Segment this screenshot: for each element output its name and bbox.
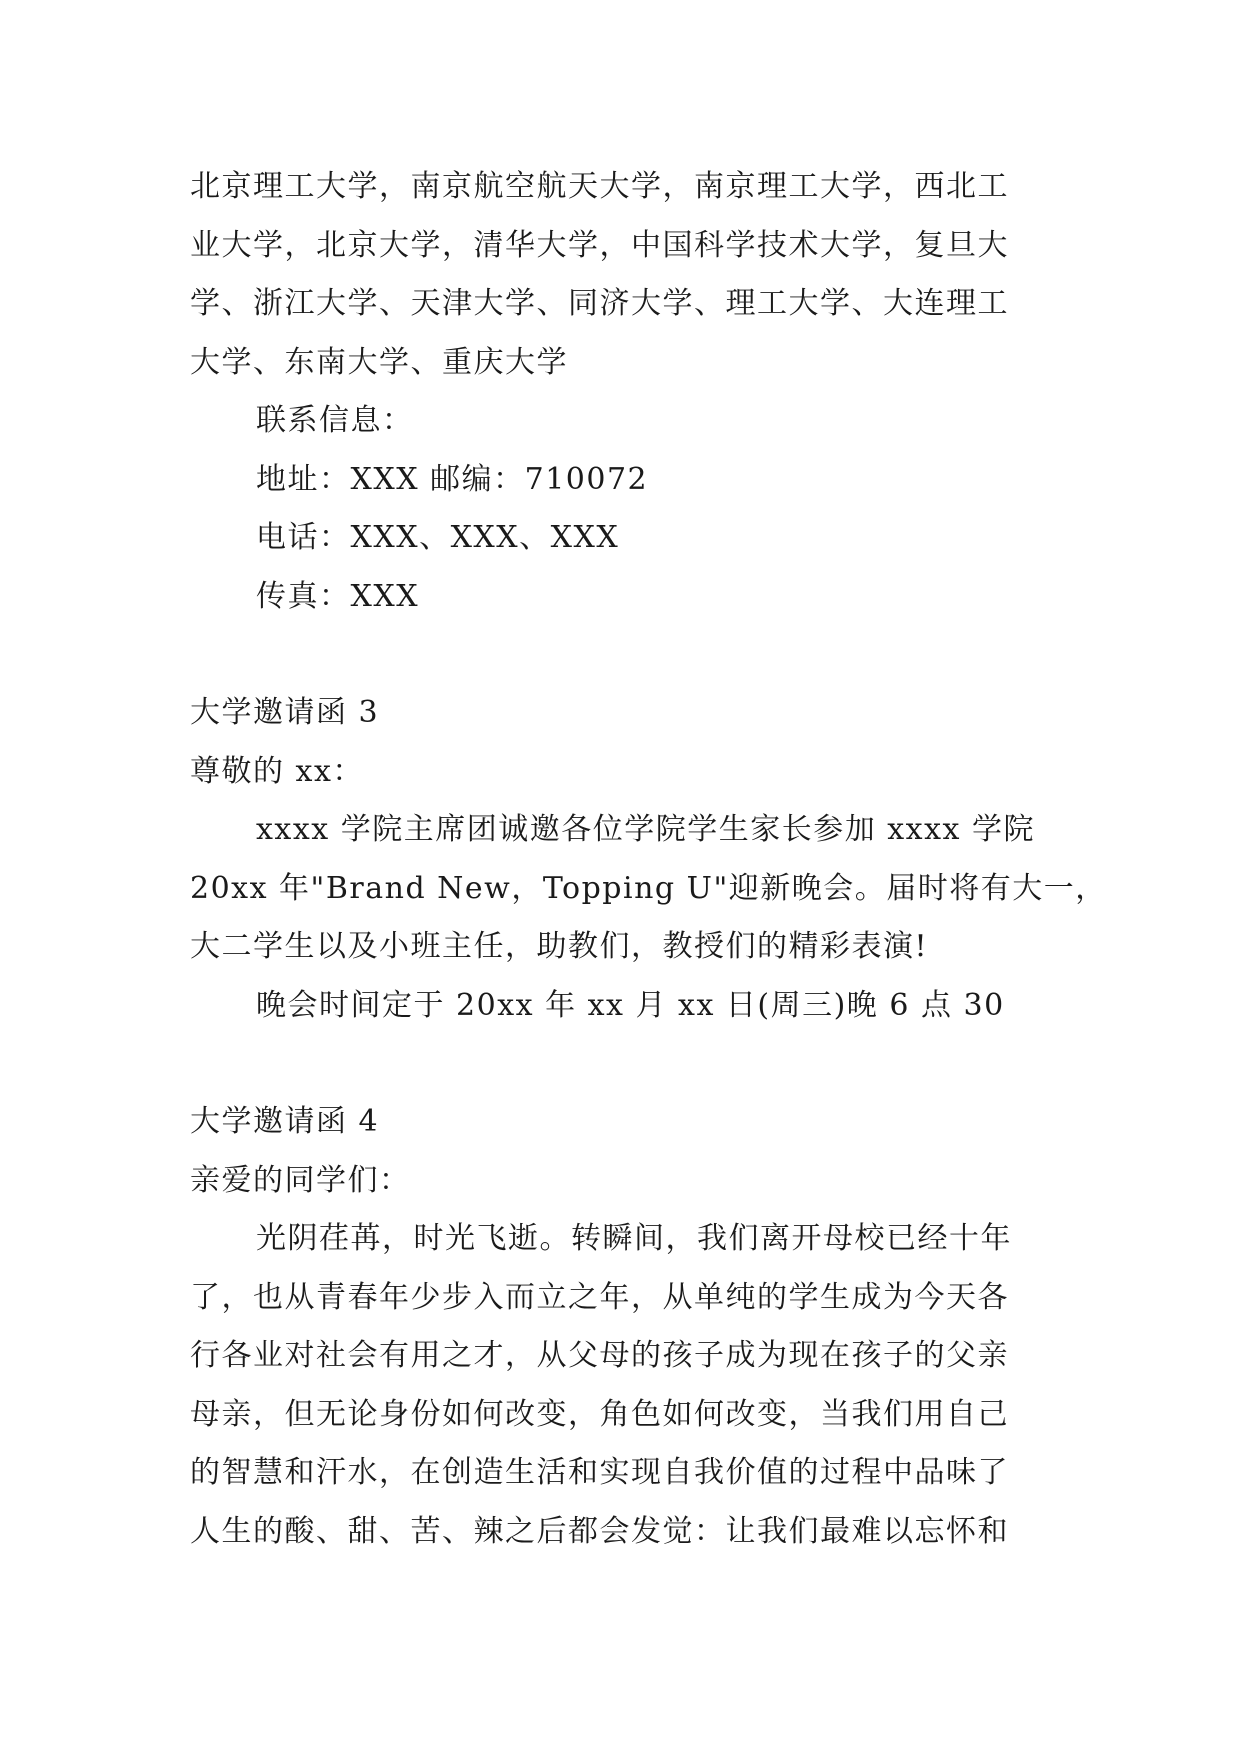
invitation-3-body-line: 20xx 年"Brand New，Topping U"迎新晚会。届时将有大一，: [190, 870, 1107, 906]
document-page: [190, 158, 1107, 1561]
invitation-4-title: 大学邀请函 4: [190, 1104, 380, 1139]
invitation-3-body-line: xxxx 学院主席团诚邀各位学院学生家长参加 xxxx 学院: [256, 812, 1035, 847]
invitation-4-body-line: 了，也从青春年少步入而立之年，从单纯的学生成为今天各: [190, 1279, 1009, 1315]
invitation-4-body-line: 光阴荏苒，时光飞逝。转瞬间，我们离开母校已经十年: [256, 1221, 1012, 1256]
contact-address: 地址：XXX 邮编：710072: [256, 461, 649, 497]
contact-info: [190, 392, 1060, 626]
university-list-line: 北京理工大学，南京航空航天大学，南京理工大学，西北工: [190, 169, 1009, 204]
invitation-3-title: 大学邀请函 3: [190, 695, 380, 730]
section-gap: [190, 626, 1060, 684]
contact-label: 联系信息：: [256, 403, 414, 438]
invitation-4-body-line: 人生的酸、甜、苦、辣之后都会发觉：让我们最难以忘怀和: [190, 1513, 1009, 1549]
invitation-3-time: 晚会时间定于 20xx 年 xx 月 xx 日(周三)晚 6 点 30: [256, 987, 1005, 1023]
invitation-4-greeting: 亲爱的同学们：: [190, 1162, 411, 1198]
university-list-line: 学、浙江大学、天津大学、同济大学、理工大学、大连理工: [190, 286, 1009, 321]
university-list-line: 业大学，北京大学，清华大学，中国科学技术大学，复旦大: [190, 227, 1009, 263]
section-gap: [190, 1035, 1060, 1093]
invitation-4-body-line: 母亲，但无论身份如何改变，角色如何改变，当我们用自己: [190, 1396, 1009, 1432]
university-list-line: 大学、东南大学、重庆大学: [190, 344, 568, 380]
university-list: [190, 158, 1060, 392]
invitation-4-body-line: 行各业对社会有用之才，从父母的孩子成为现在孩子的父亲: [190, 1338, 1009, 1373]
invitation-3-body-line: 大二学生以及小班主任，助教们，教授们的精彩表演!: [190, 929, 929, 964]
invitation-4: [190, 1093, 1060, 1561]
invitation-4-body-line: 的智慧和汗水，在创造生活和实现自我价值的过程中品味了: [190, 1455, 1009, 1490]
contact-fax: 传真：XXX: [256, 578, 420, 614]
invitation-3: [190, 684, 1107, 1035]
invitation-3-greeting: 尊敬的 xx：: [190, 753, 364, 789]
contact-phone: 电话：XXX、XXX、XXX: [256, 520, 620, 555]
